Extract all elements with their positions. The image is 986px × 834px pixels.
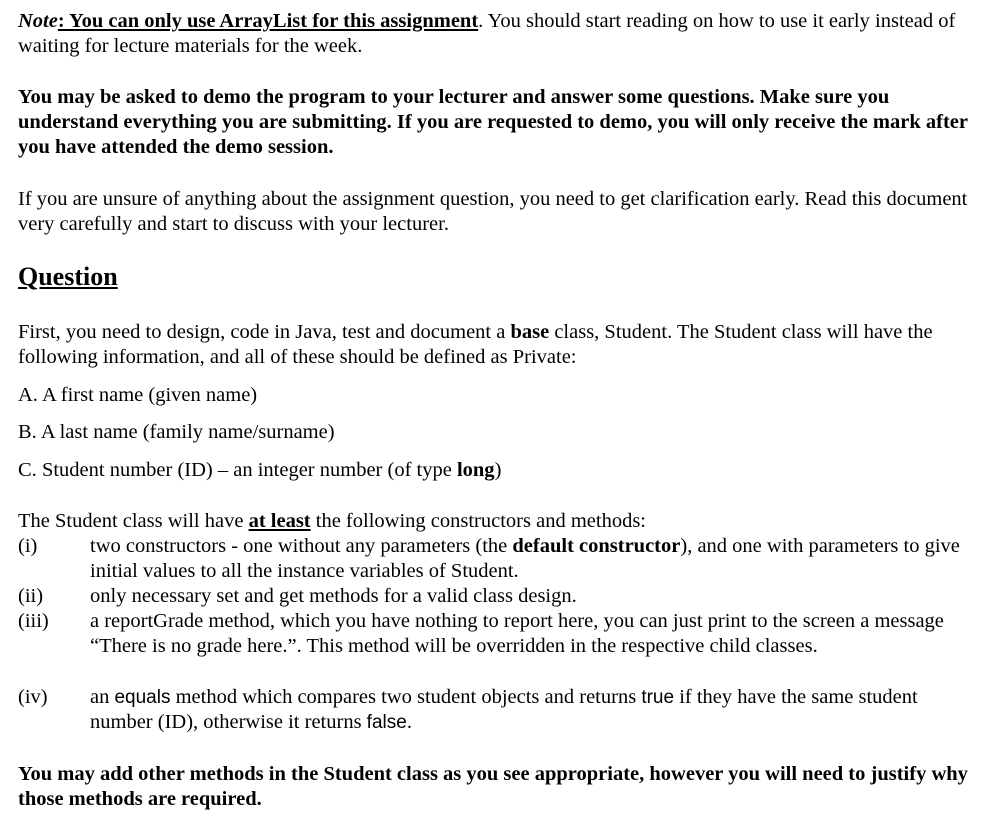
note-emphasis: : You can only use ArrayList for this assignment [57,10,479,32]
method-text-end: ), and one with parameters to give initial values to all the instance variables of Student. [90,535,960,582]
method-marker: (iv) [18,686,48,708]
field-marker: C. [18,459,37,481]
methods-intro-bold: at least [248,510,311,532]
field-text-end: ) [494,459,502,481]
method-item [90,534,970,584]
field-text: Student number (ID) – an integer number (of type [41,459,457,481]
note-rest: . You should start reading on how to use it early instead of waiting for lecture materials for the week. [18,10,956,57]
note-label: Note [18,10,58,32]
field-text: A last name (family name/surname) [40,421,335,443]
method-text-end: . [406,711,412,733]
code-false: false [366,712,407,733]
question-heading: Question [18,262,118,291]
method-text: an [90,686,115,708]
field-item [18,420,335,445]
field-item [18,458,501,483]
method-item: only necessary set and get methods for a valid class design. [90,585,577,607]
field-item [18,383,257,408]
intro-paragraph [18,320,973,370]
method-text: if they have the same student number (ID), otherwise it returns [90,686,918,733]
methods-intro-before: The Student class will have [18,510,249,532]
method-marker: (iii) [18,610,49,632]
demo-paragraph: You may be asked to demo the program to your lecturer and answer some questions. Make sure you understand everything you are submitting. If you are requested to demo, you will only receive the mark after you have attended the demo session. [18,86,968,158]
field-type-bold: long [456,459,495,481]
methods-intro-after: the following constructors and methods: [310,510,646,532]
code-true: true [641,687,675,708]
field-marker: B. [18,421,37,443]
intro-bold: base [510,321,550,343]
closing-paragraph: You may add other methods in the Student class as you see appropriate, however you will need to justify why those methods are required. [18,763,968,810]
method-text: two constructors - one without any parameters (the [90,535,513,557]
methods-intro [18,509,973,534]
intro-after: class, Student. The Student class will have the following information, and all of these should be defined as Private: [18,321,933,368]
field-marker: A. [18,384,38,406]
intro-before: First, you need to design, code in Java, test and document a [18,321,511,343]
method-marker: (ii) [18,585,44,607]
method-bold: default constructor [512,535,681,557]
method-text: method which compares two student objects and returns [170,686,642,708]
code-equals: equals [114,687,171,708]
clarify-paragraph: If you are unsure of anything about the assignment question, you need to get clarification early. Read this document very carefully and start to discuss with your lecturer. [18,188,968,235]
method-marker: (i) [18,535,38,557]
note-paragraph [18,9,973,59]
field-text: A first name (given name) [41,384,258,406]
method-item [90,685,970,735]
method-item: a reportGrade method, which you have nothing to report here, you can just print to the screen a message “There is no grade here.”. This method will be overridden in the respective child classes. [90,610,944,657]
